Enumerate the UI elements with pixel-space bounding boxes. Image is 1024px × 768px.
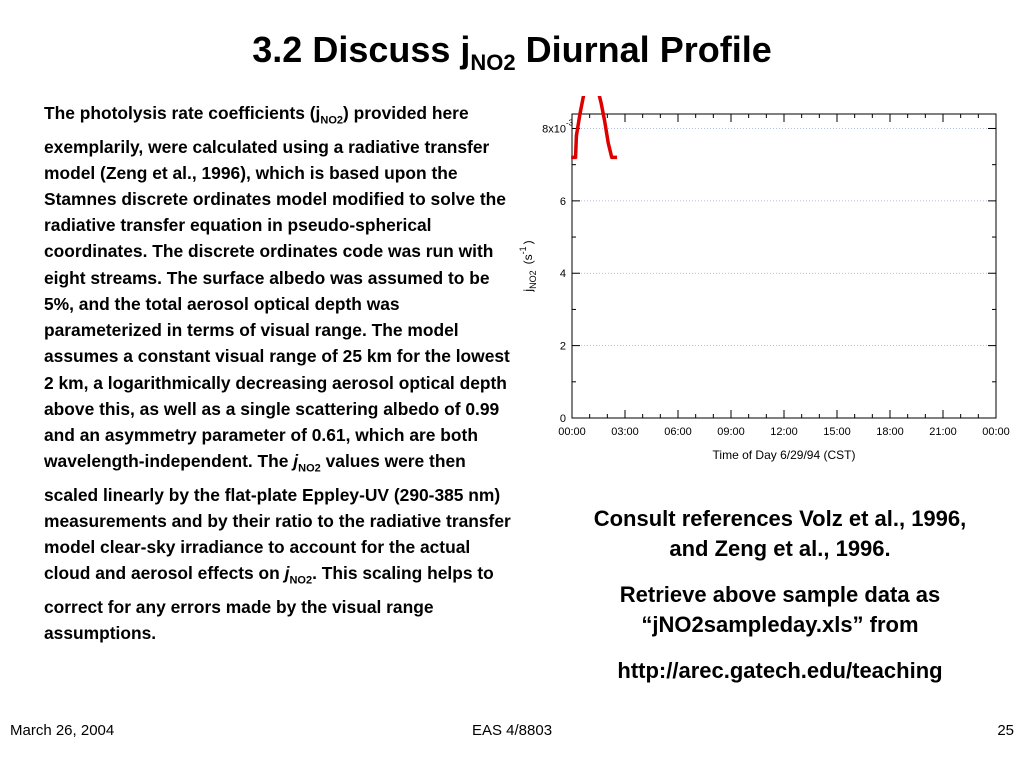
chart-grid: [572, 128, 996, 345]
footer-course: EAS 4/8803: [471, 722, 553, 739]
x-tick-label: 03:00: [611, 426, 639, 438]
x-axis-label: Time of Day 6/29/94 (CST): [712, 448, 856, 462]
note-url[interactable]: http://arec.gatech.edu/teaching: [617, 658, 943, 683]
note-retrieve: Retrieve above sample data as “jNO2sampleday.xls” from: [619, 582, 941, 637]
y-tick-exponent: -3: [566, 118, 574, 128]
note-references: Consult references Volz et al., 1996, and Zeng et al., 1996.: [593, 506, 967, 561]
x-tick-label: 06:00: [664, 426, 692, 438]
data-series: [571, 96, 617, 157]
footer-date: March 26, 2004: [10, 722, 115, 739]
y-tick-label: 4: [559, 268, 566, 281]
y-tick-label: 6: [559, 195, 566, 208]
series-line-jNO2: [571, 96, 617, 157]
plot-frame: [572, 114, 996, 418]
x-tick-label: 18:00: [876, 426, 904, 438]
y-tick-label: 8x10: [542, 123, 566, 136]
jno2-diurnal-chart: [510, 96, 1020, 476]
x-tick-label: 15:00: [823, 426, 851, 438]
y-tick-label: 2: [559, 340, 566, 353]
y-tick-label: 0: [559, 413, 566, 425]
footer-page-number: 25: [997, 722, 1014, 739]
y-axis-ticks: [542, 118, 996, 425]
body-paragraph: The photolysis rate coefficients $(j_{NO2})$ provided here exemplarily, were calculated using a radiative transfer model (Zeng et al., 1996), which is based upon the Stamnes discrete ordinates model modified to solve the radiative transfer equation in pseudo-spherical coordinates. The discrete ordinates code was run with eight streams. The surface albedo was assumed to be 5%, and the total aerosol optical depth was parameterized in terms of visual range. The model assumes a constant visual range of 25 km for the lowest 2 km, a logarithmically decreasing aerosol optical depth above this, as well as a single scattering albedo of 0.99 and an asymmetry parameter of 0.61, which are both wavelength-independent. The $j_{NO2}$ values were then scaled linearly by the flat-plate Eppley-UV (290-385 nm) measurements and by their ratio to the radiative transfer model clear-sky irradiance to account for the actual cloud and aerosol effects on $j_{NO2}$. This scaling helps to correct for any errors made by the visual range assumptions.: [44, 103, 511, 644]
x-tick-label: 21:00: [929, 426, 957, 438]
x-tick-label: 12:00: [770, 426, 798, 438]
x-tick-label: 00:00: [558, 426, 586, 438]
x-tick-label: 00:00: [982, 426, 1010, 438]
x-tick-label: 09:00: [717, 426, 745, 438]
x-axis-ticks: [558, 114, 1010, 438]
slide-title: 3.2 Discuss $j_{NO2}$ Diurnal Profile: [252, 29, 772, 76]
y-axis-label: $j_{NO2}(s^{-1})$: [518, 240, 538, 292]
